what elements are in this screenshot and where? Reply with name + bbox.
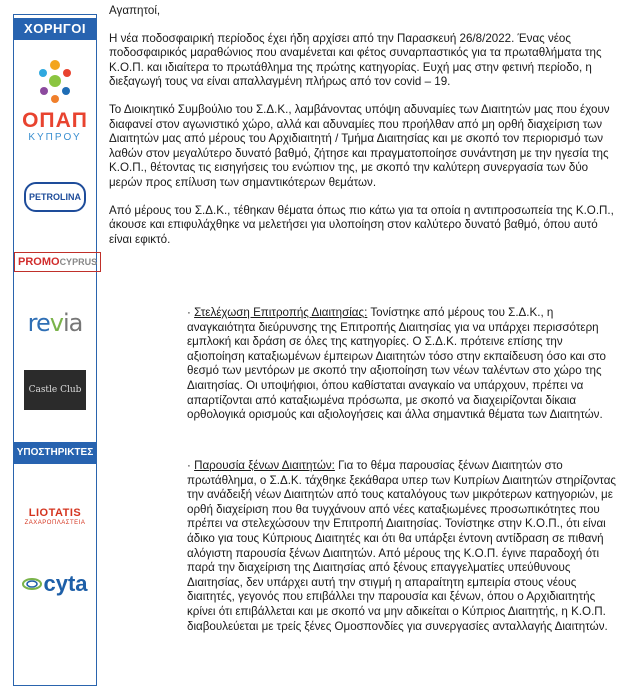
cyprus-wordmark: CYPRUS bbox=[59, 257, 98, 267]
liotatis-logo bbox=[14, 507, 96, 526]
petrolina-logo bbox=[14, 182, 96, 212]
bullet-referee-committee bbox=[187, 306, 617, 423]
supporters-header: ΥΠΟΣΤΗΡΙΚΤΕΣ bbox=[14, 442, 96, 464]
opap-wordmark: ΟΠΑΠ bbox=[22, 109, 88, 132]
castle-club-wordmark: Castle Club bbox=[24, 370, 86, 410]
petrolina-wordmark: PETROLINA bbox=[24, 182, 86, 212]
paragraph-1: Η νέα ποδοσφαιρική περίοδος έχει ήδη αρχίσει από την Παρασκευή 26/8/2022. Ένας νέος ποδοσφαιρικός μαραθώνιος που αναμένεται και φέτος συναρπαστικός για τα πρωταθλήματα της Κ.Ο.Π. και ιδιαίτερα το πρωτάθλημα της πρώτης κατηγορίας. Ευχή μας στην φετινή περίοδο, η διεξαγωγή τους να είναι απαλλαγμένη πλήρως από τον covid – 19. bbox=[109, 31, 602, 89]
cyta-logo bbox=[14, 571, 96, 597]
bullet-2-body: Για το θέμα παρουσίας ξένων Διαιτητών στο πρωτάθλημα, ο Σ.Δ.Κ. τάχθηκε ξεκάθαρα υπερ των Κυπρίων Διαιτητών στηρίζοντας την ανάδειξή νέων Διαιτητών από τους καταλόγους των μικρότερων κατηγοριών, με ορθή διαχείριση που θα τυγχάνουν από νέες καταξιωμένες προσωπικότητες που πρέπει να στελεχώσουν την Επιτροπή Διαιτησίας. Τονίστηκε στην Κ.Ο.Π., ότι είναι άδικο για τους Κύπριους Διαιτητές και ότι θα υπάρξει έντονη αντίδραση σε πιθανή αλόγιστη παρουσία ξένων Διαιτητών. Από μέρους της Κ.Ο.Π. έγινε παραδοχή ότι παρά την διαχείριση της Διαιτησίας από ξένους επαγγελματίες υπεύθυνους Διαιτησίας, δεν υπάρχει αυτή την στιγμή η απαραίτητη εμπειρία στους νέους διαιτητές, γεγονός που επιβάλλει την παρουσία και ξένων, όπου ο Αρχιδιαιτητής κρίνει ότι επιβάλλεται και με σκοπό να μην αδικείται ο Κύπριος Διαιτητής, η Κ.Ο.Π. διαβουλεύεται με τρείς ξένες Ομοσπονδίες για συνεργασίες ανταλλαγής Διαιτητών. bbox=[187, 459, 617, 633]
bullet-2-title: Παρουσία ξένων Διαιτητών: bbox=[194, 459, 335, 472]
paragraph-2: Το Διοικητικό Συμβούλιο του Σ.Δ.Κ., λαμβάνοντας υπόψη αδυναμίες των Διαιτητών μας που έχουν διαφανεί στον αγωνιστικό χώρο, αλλά και αδυναμίες που προήλθαν από μη ορθή διαχείριση των Διαιτητών μας από μέρους του Αρχιδιαιτητή / Τμήμα Διαιτησίας και με σκοπό τον περιορισμό των λαθών στον μεγαλύτερο δυνατό βαθμό, ζήτησε και πραγματοποίησε συνάντηση με την ηγεσία της Κ.Ο.Π., θέτοντας τις εισηγήσεις του ενώπιον της, με σκοπό την καλύτερη συνεργασία των δύο μερών προς επίλυση των σημαντικότερων θεμάτων. bbox=[109, 102, 610, 189]
castle-club-logo bbox=[14, 370, 96, 410]
sponsors-sidebar bbox=[13, 14, 97, 686]
bullet-1-title: Στελέχωση Επιτροπής Διαιτησίας: bbox=[194, 306, 368, 319]
paragraph-3: Από μέρους του Σ.Δ.Κ., τέθηκαν θέματα όπως πιο κάτω για τα οποία η αντιπροσωπεία της Κ.Ο.Π., άκουσε και επιφυλάχθηκε να μελετήσει για υλοποίηση στον καλύτερο δυνατό βαθμό, όπου αυτό είναι εφικτό. bbox=[109, 203, 614, 246]
cyta-swirl-icon bbox=[22, 577, 42, 591]
sponsors-header: ΧΟΡΗΓΟΙ bbox=[14, 18, 96, 40]
opap-star-icon bbox=[33, 57, 77, 105]
bullet-1-body: Τονίστηκε από μέρους του Σ.Δ.Κ., η αναγκαιότητα διεύρυνσης της Επιτροπής Διαιτησίας για να υπάρχει περισσότερη εμπλοκή και δράση σε όλες της κατηγορίες. Ο Σ.Δ.Κ. πρότεινε επίσης την αξιοποίηση καταξιωμένων έμπειρων Διαιτητών τόσο στην εκπαίδευση όσο και στο θεσμό των μεντόρων με σκοπό την αξιοποίηση των νέων ταλέντων στο χώρο της Διαιτησίας. Οι υποψήφιοι, όπου καθίσταται αναγκαίο να υπάρχουν, πρέπει να απαρτίζονται από καταξιωμένα πρόσωπα, με σκοπό να διαχειρίζονται δίκαια ορθολογικά ορισμούς και αξιολογήσεις και άλλα σημαντικά θέματα των Διαιτητών. bbox=[187, 306, 606, 422]
bullet-foreign-referees bbox=[187, 459, 617, 634]
promocyprus-logo bbox=[14, 252, 96, 272]
revia-part-b: ia bbox=[62, 309, 83, 337]
bullet-dot: · bbox=[187, 306, 195, 319]
opap-subtitle: ΚΥΠΡΟΥ bbox=[28, 132, 82, 143]
letter-body bbox=[109, 4, 614, 247]
revia-logo bbox=[14, 309, 96, 337]
opap-logo bbox=[14, 57, 96, 144]
promo-wordmark: PROMO bbox=[18, 256, 60, 268]
revia-part-v: v bbox=[49, 309, 63, 337]
greeting: Αγαπητοί, bbox=[109, 4, 161, 17]
liotatis-subtitle: ΖΑΧΑΡΟΠΛΑΣΤΕΙΑ bbox=[24, 520, 86, 526]
revia-part-a: re bbox=[27, 309, 50, 337]
bullet-dot: · bbox=[187, 459, 195, 472]
liotatis-wordmark: LIOTATIS bbox=[28, 507, 82, 519]
cyta-wordmark: cyta bbox=[43, 571, 88, 596]
